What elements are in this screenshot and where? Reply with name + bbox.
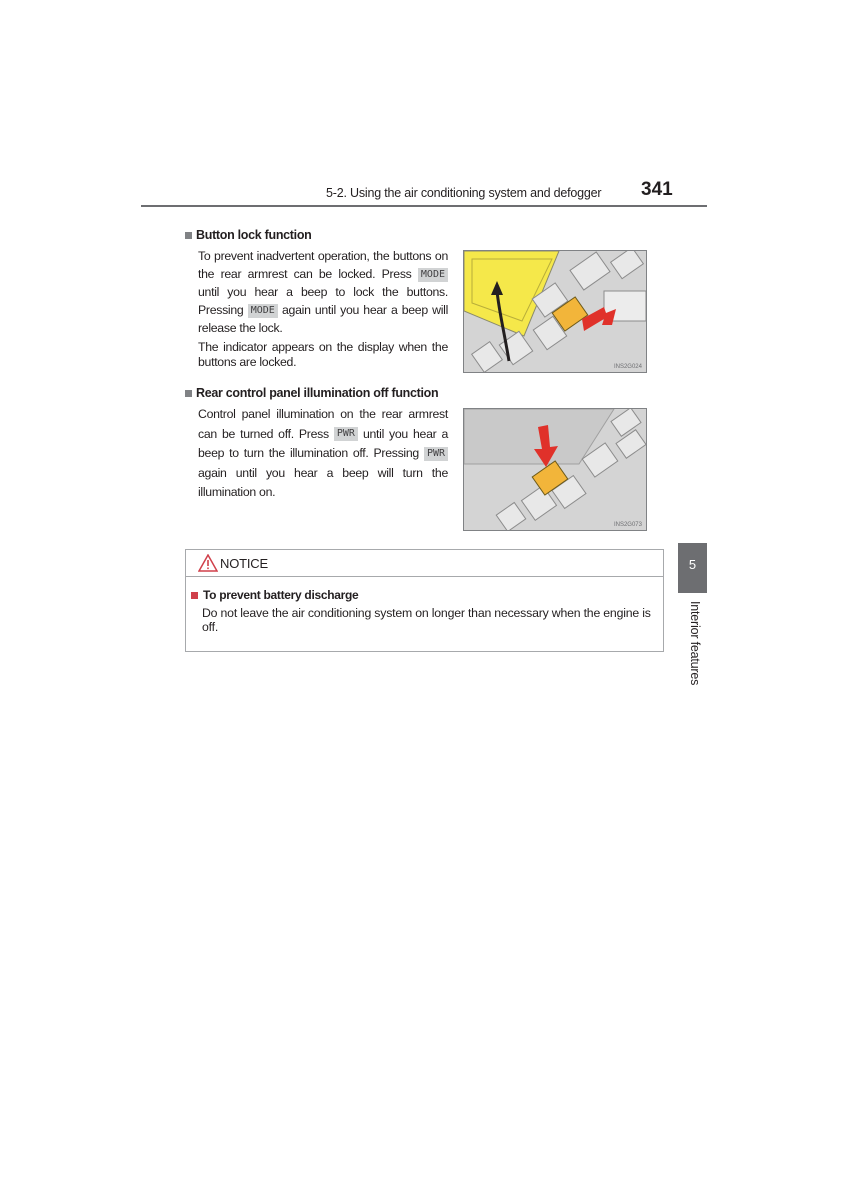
- section-heading-text: Rear control panel illumination off function: [196, 386, 439, 400]
- illumination-paragraph: [198, 405, 448, 503]
- text-run: until you hear a beep to turn the illumination off. Pressing: [198, 426, 448, 460]
- figure-code: INS2G024: [613, 364, 642, 370]
- page-number: 341: [641, 179, 673, 200]
- notice-text: Do not leave the air conditioning system on longer than necessary when the engine is off.: [202, 606, 651, 634]
- figure-button-lock: [463, 250, 647, 373]
- mode-button-tag: MODE: [248, 304, 278, 318]
- header-rule: [141, 205, 707, 207]
- bullet-square-icon: [185, 390, 192, 397]
- header-title: 5-2. Using the air conditioning system and defogger: [326, 186, 602, 200]
- section-heading-button-lock: [185, 228, 312, 242]
- text-run: until you hear a beep to lock the buttons. Pressing: [198, 285, 448, 317]
- button-lock-indicator-note: The indicator appears on the display when the buttons are locked.: [198, 340, 448, 369]
- notice-subheading-text: To prevent battery discharge: [203, 588, 359, 602]
- notice-label: NOTICE: [220, 555, 268, 571]
- text-run: again until you hear a beep will turn the illumination on.: [198, 465, 448, 499]
- chapter-tab: 5: [678, 543, 707, 593]
- notice-subheading: [191, 588, 358, 602]
- section-heading-illumination-off: [185, 386, 438, 400]
- chapter-label: Interior features: [688, 601, 702, 686]
- button-lock-paragraph: [198, 247, 448, 337]
- pwr-button-tag: PWR: [424, 447, 448, 461]
- warning-triangle-icon: [198, 554, 218, 572]
- bullet-square-icon: [191, 592, 198, 599]
- bullet-square-icon: [185, 232, 192, 239]
- mode-button-tag: MODE: [418, 268, 448, 282]
- section-heading-text: Button lock function: [196, 228, 312, 242]
- pwr-button-tag: PWR: [334, 427, 358, 441]
- text-run: Control panel illumination on the rear armrest can be turned off. Press: [198, 407, 448, 441]
- notice-header: [186, 550, 663, 577]
- figure-illumination-off: [463, 408, 647, 531]
- notice-box: [185, 549, 664, 652]
- text-run: again until you hear a beep will release the lock.: [198, 303, 448, 335]
- figure-code: INS2G073: [613, 522, 642, 528]
- text-run: To prevent inadvertent operation, the buttons on the rear armrest can be locked. Press: [198, 249, 448, 281]
